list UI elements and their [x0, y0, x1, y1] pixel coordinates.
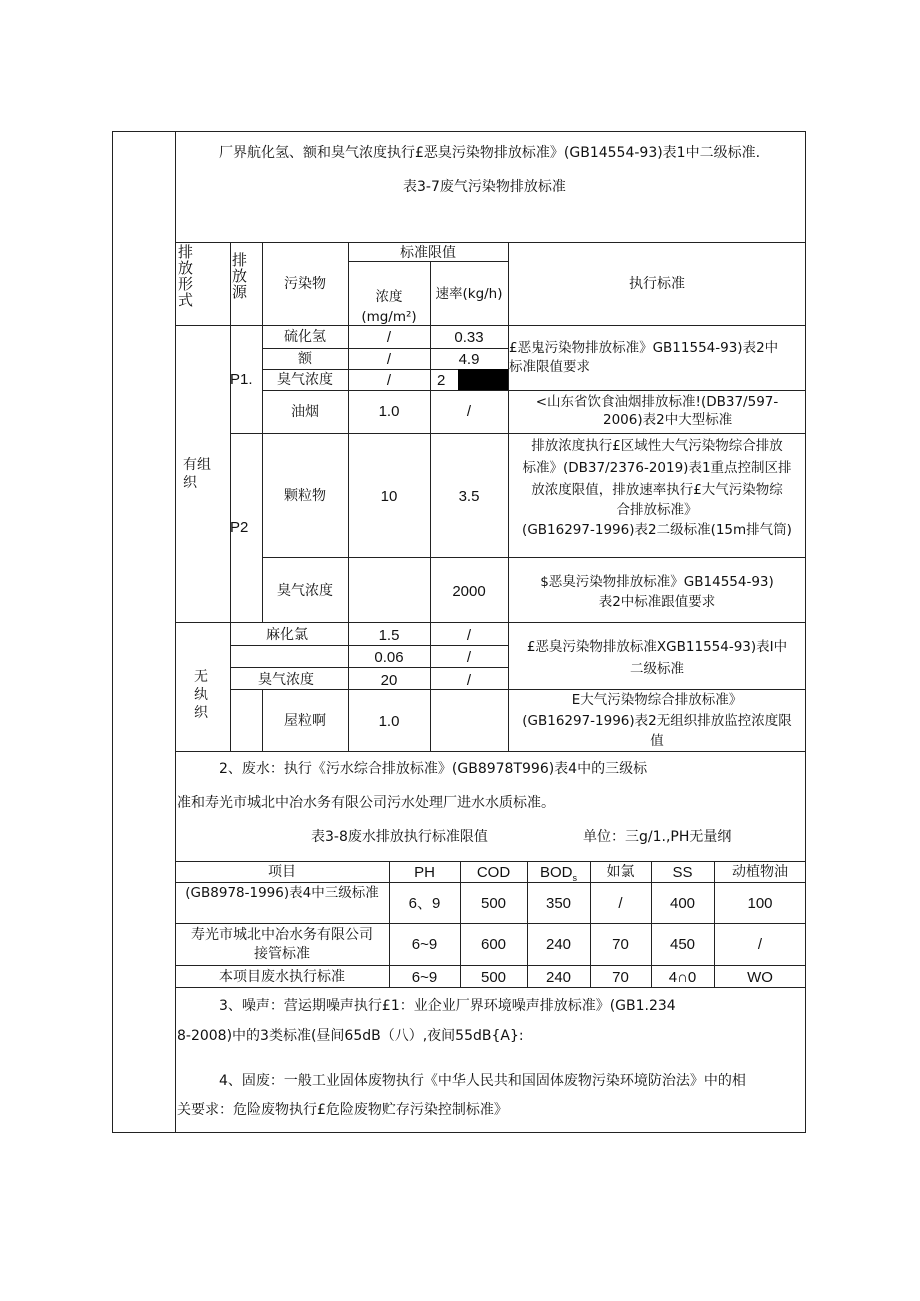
table37-caption: 表3-7废气污染物排放标准: [403, 179, 566, 195]
table38-caption: 表3-8废水排放执行标准限值: [311, 829, 488, 845]
p1-label: P1.: [230, 371, 253, 388]
unorganized-label: 无纨织: [194, 669, 208, 721]
noise-line1: 3、噪声：营运期噪声执行£1：业企业厂界环境噪声排放标准》(GB1.234: [219, 998, 676, 1014]
header-pollutant: 污染物: [284, 276, 326, 292]
intro-line: 厂界航化氢、额和臭气浓度执行£恶臭污染物排放标准》(GB14554-93)表1中二级标准.: [219, 145, 761, 161]
header-standard: 执行标准: [629, 276, 685, 292]
solid-line1: 4、固废：一般工业固体废物执行《中华人民共和国固体废物污染环境防治法》中的相: [219, 1073, 746, 1089]
header-form: 排放形式: [178, 243, 194, 309]
table38-unit: 单位：三g/1.,PH无量纲: [583, 829, 732, 845]
header-limit: 标准限值: [400, 245, 456, 261]
solid-line2: 关要求：危险废物执行£危险废物贮存污染控制标准》: [177, 1102, 508, 1118]
redaction-block: [458, 369, 508, 390]
wastewater-line2: 准和寿光市城北中冶水务有限公司污水处理厂进水水质标准。: [177, 795, 555, 811]
header-conc: 浓度(mg/m²): [361, 289, 417, 325]
noise-line2: 8-2008)中的3类标准(昼间65dB（八）,夜间55dB{A}:: [177, 1028, 524, 1044]
wastewater-line1: 2、废水：执行《污水综合排放标准》(GB8978T996)表4中的三级标: [219, 761, 648, 777]
header-source: 排放源: [232, 251, 248, 301]
organized-label: 有组织: [183, 457, 211, 491]
header-rate: 速率(kg/h): [435, 286, 503, 302]
p2-label: P2: [230, 519, 249, 536]
